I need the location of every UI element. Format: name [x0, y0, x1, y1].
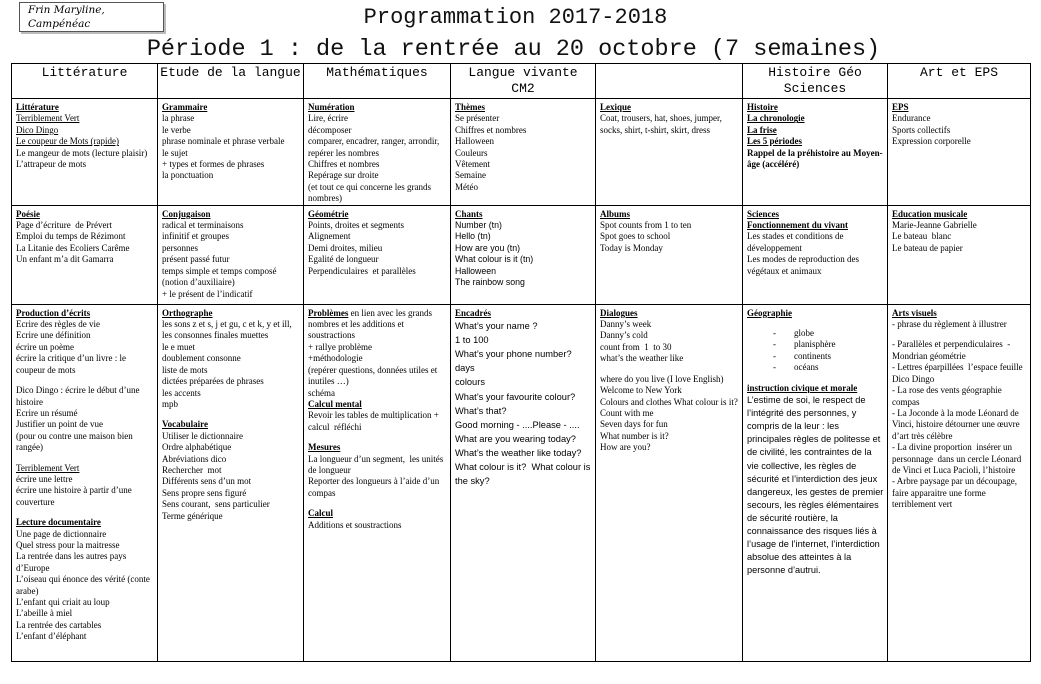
cell-line: La Litanie des Ecoliers Carême: [16, 242, 130, 253]
cell-line: What are you wearing today?: [455, 433, 576, 444]
cell-line: Le bateau de papier: [892, 242, 963, 253]
cell-line: Littérature: [16, 102, 59, 112]
column-header: [596, 64, 743, 99]
programme-table: [11, 63, 1031, 662]
cell-line: personnes: [162, 242, 198, 253]
cell-line: L’abeille à miel: [16, 608, 73, 619]
cell-line: Ecrire une définition: [16, 330, 91, 341]
cell-line: + le présent de l’indicatif: [162, 288, 253, 299]
cell-line: Le mangeur de mots (lecture plaisir): [16, 147, 148, 158]
cell-line: infinitif et groupes: [162, 231, 229, 242]
cell-line: - globe: [773, 328, 814, 339]
cell-line: What’s your favourite colour?: [455, 391, 576, 402]
cell-line: Les stades et conditions de développement: [747, 231, 846, 253]
cell-line: Halloween: [455, 265, 497, 276]
cell-line: colours: [455, 377, 485, 388]
cell-line: Terme générique: [162, 510, 223, 521]
cell-line: Sports collectifs: [892, 124, 951, 135]
cell-line: Chiffres et nombres: [455, 124, 527, 135]
cell-line: How are you (tn): [455, 242, 521, 253]
cell-line: Spot goes to school: [600, 231, 671, 242]
cell-line: Today is Monday: [600, 242, 663, 253]
column-header: Mathématiques: [304, 64, 451, 99]
cell-line: - planisphère: [773, 339, 836, 350]
cell-line: Se présenter: [455, 113, 500, 124]
column-header: Etude de la langue: [158, 64, 304, 99]
cell-line: - continents: [773, 350, 831, 361]
cell-line: Vocabulaire: [162, 419, 209, 430]
cell-line: Egalité de longueur: [308, 254, 379, 265]
cell-line: mpb: [162, 398, 179, 409]
cell-line: Un enfant m’a dit Gamarra: [16, 254, 114, 265]
cell-line: Justifier un point de vue: [16, 419, 103, 430]
cell-line: [16, 376, 155, 385]
cell-line: [308, 433, 448, 442]
cell-line: Dico Dingo : écrire le début d’une histoire: [16, 385, 142, 407]
cell-line: Semaine: [455, 170, 486, 181]
cell-line: Lire, écrire: [308, 113, 348, 124]
cell-line: Terriblement Vert: [16, 113, 80, 124]
cell-line: Abréviations dico: [162, 453, 227, 464]
cell-line: la phrase: [162, 113, 195, 124]
table-cell: [12, 304, 158, 661]
cell-line: le e muet: [162, 341, 195, 352]
cell-line: Le bateau blanc: [892, 231, 952, 242]
cell-line: Seven days for fun: [600, 419, 668, 430]
cell-line: écrire la critique d’un livre : le coupeur de mots: [16, 353, 129, 375]
cell-line: [16, 454, 155, 463]
cell-line: Chiffres et nombres: [308, 159, 380, 170]
cell-line: Rappel de la préhistoire au Moyen-âge (accéléré): [747, 147, 883, 170]
cell-line: La frise: [747, 124, 777, 135]
cell-line: - océans: [773, 362, 819, 373]
cell-line: [308, 499, 448, 508]
table-cell: [158, 205, 304, 304]
author-label: Frin Maryline, Campénéac: [19, 2, 164, 32]
cell-line: Revoir les tables de multiplication + calcul réfléchi: [308, 410, 442, 432]
cell-line: Thèmes: [455, 102, 485, 112]
table-cell: [304, 205, 451, 304]
cell-line: 1 to 100: [455, 335, 489, 346]
cell-line: Colours and clothes What colour is it?: [600, 396, 738, 407]
cell-line: (repérer questions, données utiles et inutiles …): [308, 364, 440, 387]
cell-line: - Parallèles et perpendiculaires - Mondrian géométrie: [892, 339, 1013, 361]
cell-line: Utiliser le dictionnaire: [162, 430, 243, 441]
cell-line: - Arbre paysage par un découpage, faire apparaitre une forme terriblement vert: [892, 476, 1020, 510]
column-header: Art et EPS: [888, 64, 1031, 99]
cell-line: phrase nominale et phrase verbale: [162, 136, 285, 147]
cell-line: Count with me: [600, 407, 654, 418]
cell-line: Calcul: [308, 508, 334, 519]
cell-line: days: [455, 363, 475, 374]
cell-line: La chronologie: [747, 113, 805, 124]
cell-line: What colour is it? What colour is the sky?: [455, 462, 593, 487]
cell-line: Lecture documentaire: [16, 517, 101, 528]
cell-line: - Lettres éparpillées l’espace feuille Dico Dingo: [892, 362, 1025, 384]
cell-line: Différents sens d’un mot: [162, 476, 252, 487]
cell-line: Number (tn): [455, 220, 502, 231]
table-cell: [12, 99, 158, 206]
cell-line: - La Joconde à la mode Léonard de Vinci, histoire détourner une œuvre d’art très célèbre: [892, 407, 1022, 441]
cell-line: Vêtement: [455, 159, 490, 170]
cell-line: Reporter des longueurs à l’aide d’un compas: [308, 476, 442, 498]
cell-line: liste de mots: [162, 364, 208, 375]
cell-line: Problèmes en lien avec les grands nombres et les additions et soustractions: [308, 307, 435, 341]
cell-line: Sens courant, sens particulier: [162, 499, 270, 510]
cell-line: Welcome to New York: [600, 385, 682, 396]
cell-line: Coat, trousers, hat, shoes, jumper, socks, shirt, t-shirt, skirt, dress: [600, 113, 725, 135]
cell-line: Danny’s cold: [600, 330, 648, 341]
cell-line: what’s the weather likе: [600, 353, 684, 364]
cell-line: Hello (tn): [455, 231, 491, 242]
cell-line: Les 5 périodes: [747, 136, 802, 147]
table-row: [12, 99, 1031, 206]
cell-line: écrire une histoire à partir d’une couverture: [16, 485, 134, 507]
cell-line: les consonnes finales muettes: [162, 330, 269, 341]
cell-line: Alignement: [308, 231, 351, 242]
cell-line: Halloween: [455, 136, 494, 147]
table-cell: [451, 304, 596, 661]
cell-line: Arts visuels: [892, 307, 937, 318]
cell-line: Repérage sur droite: [308, 170, 379, 181]
cell-line: [16, 508, 155, 517]
cell-line: Page d’écriture de Prévert: [16, 220, 112, 231]
cell-line: Orthographe: [162, 307, 213, 318]
cell-line: Géographie: [747, 307, 792, 318]
table-cell: [158, 304, 304, 661]
cell-line: radical et terminaisons: [162, 220, 244, 231]
cell-line: Quel stress pour la maitresse: [16, 539, 120, 550]
cell-line: Conjugaison: [162, 208, 211, 219]
cell-line: - phrase du règlement à illustrer: [892, 319, 1007, 330]
cell-line: Terriblement Vert: [16, 462, 80, 473]
cell-line: What’s your name ?: [455, 321, 538, 332]
cell-line: Ecrire des règles de vie: [16, 319, 100, 330]
cell-line: Calcul mental: [308, 398, 362, 409]
cell-line: What’s the weather like today?: [455, 447, 582, 458]
table-cell: [304, 99, 451, 206]
cell-line: What’s that?: [455, 405, 507, 416]
cell-line: Spot counts from 1 to ten: [600, 220, 692, 231]
page-title: Programmation 2017-2018: [363, 5, 668, 30]
cell-line: [162, 410, 301, 419]
table-cell: [158, 99, 304, 206]
cell-line: What’s your phone number?: [455, 349, 572, 360]
table-cell: [743, 99, 888, 206]
cell-line: Météo: [455, 181, 478, 192]
cell-line: Production d’écrits: [16, 307, 91, 318]
cell-line: - La divine proportion insérer un personnage dans un cercle Léonard de Vinci et Luca Pacioli, l’histoire: [892, 442, 1024, 475]
cell-line: La rentrée dans les autres pays d’Europe: [16, 551, 129, 573]
cell-line: (pour ou contre une maison bien rangée): [16, 430, 135, 453]
cell-line: where do you live (I love English): [600, 373, 724, 384]
cell-line: le sujet: [162, 147, 188, 158]
column-header: Littérature: [12, 64, 158, 99]
cell-line: Rechercher mot: [162, 464, 222, 475]
table-cell: [743, 304, 888, 661]
table-cell: [888, 99, 1031, 206]
cell-line: Marie-Jeanne Gabrielle: [892, 220, 977, 231]
cell-line: Sciences: [747, 208, 779, 219]
cell-line: Lexique: [600, 102, 632, 112]
cell-line: Fonctionnement du vivant: [747, 220, 849, 231]
cell-line: Chants: [455, 208, 483, 219]
cell-line: [892, 330, 1028, 339]
cell-line: Endurance: [892, 113, 931, 124]
cell-line: La longueur d’un segment, les unités de longueur: [308, 453, 446, 475]
cell-line: dictées préparées de phrases: [162, 376, 264, 387]
cell-line: Danny’s week: [600, 319, 652, 330]
cell-line: temps simple et temps composé (notion d’auxiliaire): [162, 265, 279, 288]
cell-line: What number is it?: [600, 430, 669, 441]
cell-line: L’enfant qui criait au loup: [16, 597, 110, 607]
cell-line: Perpendiculaires et parallèles: [308, 265, 416, 276]
cell-line: [747, 374, 885, 383]
cell-line: + rallye problème: [308, 341, 373, 352]
cell-line: How are you?: [600, 442, 651, 453]
column-header: Langue vivante CM2: [451, 64, 596, 99]
cell-line: [600, 365, 740, 374]
table-row: [12, 205, 1031, 304]
cell-line: Grammaire: [162, 102, 208, 112]
cell-line: Expression corporelle: [892, 136, 971, 147]
cell-line: The rainbow song: [455, 277, 525, 288]
cell-line: L’enfant d’éléphant: [16, 631, 87, 642]
cell-line: EPS: [892, 102, 909, 112]
cell-line: Poésie: [16, 208, 40, 219]
cell-line: + types et formes de phrases: [162, 159, 265, 170]
cell-line: présent passé futur: [162, 254, 230, 265]
table-cell: [888, 205, 1031, 304]
cell-line: L’oiseau qui énonce des vérité (conte arabe): [16, 574, 153, 596]
header-row: [12, 64, 1031, 99]
cell-line: décomposer: [308, 124, 352, 135]
cell-line: écrire un poème: [16, 341, 74, 352]
cell-line: L’attrapeur de mots: [16, 159, 87, 170]
cell-line: Demi droites, milieu: [308, 242, 383, 253]
cell-line: Numération: [308, 102, 355, 112]
cell-heading: Problèmes: [308, 307, 349, 318]
cell-line: le verbe: [162, 124, 191, 135]
table-cell: [596, 304, 743, 661]
cell-line: écrire une lettre: [16, 473, 73, 484]
cell-line: Mesures: [308, 442, 341, 453]
cell-line: Points, droites et segments: [308, 220, 404, 231]
table-cell: [304, 304, 451, 661]
table-cell: [596, 205, 743, 304]
cell-line: [747, 319, 885, 328]
cell-line: Couleurs: [455, 147, 488, 158]
cell-line: Sens propre sens figuré: [162, 487, 247, 498]
table-cell: [743, 205, 888, 304]
cell-line: Ordre alphabétique: [162, 442, 232, 453]
table-cell: [12, 205, 158, 304]
cell-line: count from 1 to 30: [600, 341, 672, 352]
cell-line: L’estime de soi, le respect de l’intégrité des personnes, y compris de la leur : les principales règles de politesse et de civilité, les contraintes de la vie collective, les règles de sécurité et l’interdiction des jeux dangereux, les gestes de premier secours, les règles élémentaires de sécurité routière, la connaissance des risques liés à l’usage de l’internet, l’interdiction absolue des atteintes à la personne d’autrui.: [747, 395, 886, 576]
cell-line: Education musicale: [892, 208, 968, 219]
column-header: Histoire Géo Sciences: [743, 64, 888, 99]
cell-line: Le coupeur de Mots (rapide): [16, 136, 119, 147]
cell-line: Encadrés: [455, 307, 491, 318]
cell-line: Albums: [600, 208, 631, 219]
period-title: Période 1 : de la rentrée au 20 octobre (7 semaines): [146, 36, 881, 63]
cell-line: Good morning - ....Please - ....: [455, 419, 580, 430]
table-cell: [596, 99, 743, 206]
cell-line: Géométrie: [308, 208, 349, 219]
cell-line: (et tout ce qui concerne les grands nombres): [308, 181, 434, 204]
cell-line: +méthodologie: [308, 353, 363, 364]
table-cell: [451, 205, 596, 304]
cell-line: la ponctuation: [162, 170, 214, 181]
table-row: [12, 304, 1031, 661]
cell-line: comparer, encadrer, ranger, arrondir, repérer les nombres: [308, 136, 442, 158]
cell-line: Dico Dingo: [16, 124, 59, 135]
cell-line: Dialogues: [600, 307, 638, 318]
cell-line: What colour is it (tn): [455, 254, 534, 265]
cell-line: schéma: [308, 387, 335, 398]
cell-line: doublement consonne: [162, 353, 241, 364]
cell-line: les sons z et s, j et gu, c et k, y et ill,: [162, 319, 292, 330]
cell-line: Une page de dictionnaire: [16, 528, 107, 539]
cell-line: instruction civique et morale: [747, 382, 858, 393]
table-cell: [451, 99, 596, 206]
cell-line: les accents: [162, 387, 201, 398]
cell-line: Emploi du temps de Rézimont: [16, 231, 126, 242]
cell-line: La rentrée des cartables: [16, 619, 102, 630]
cell-line: Ecrire un résumé: [16, 407, 78, 418]
cell-line: Additions et soustractions: [308, 519, 402, 530]
cell-line: Histoire: [747, 102, 778, 112]
cell-line: - La rose des vents géographie compas: [892, 385, 1004, 407]
table-cell: [888, 304, 1031, 661]
cell-line: Les modes de reproduction des végétaux et animaux: [747, 254, 862, 276]
